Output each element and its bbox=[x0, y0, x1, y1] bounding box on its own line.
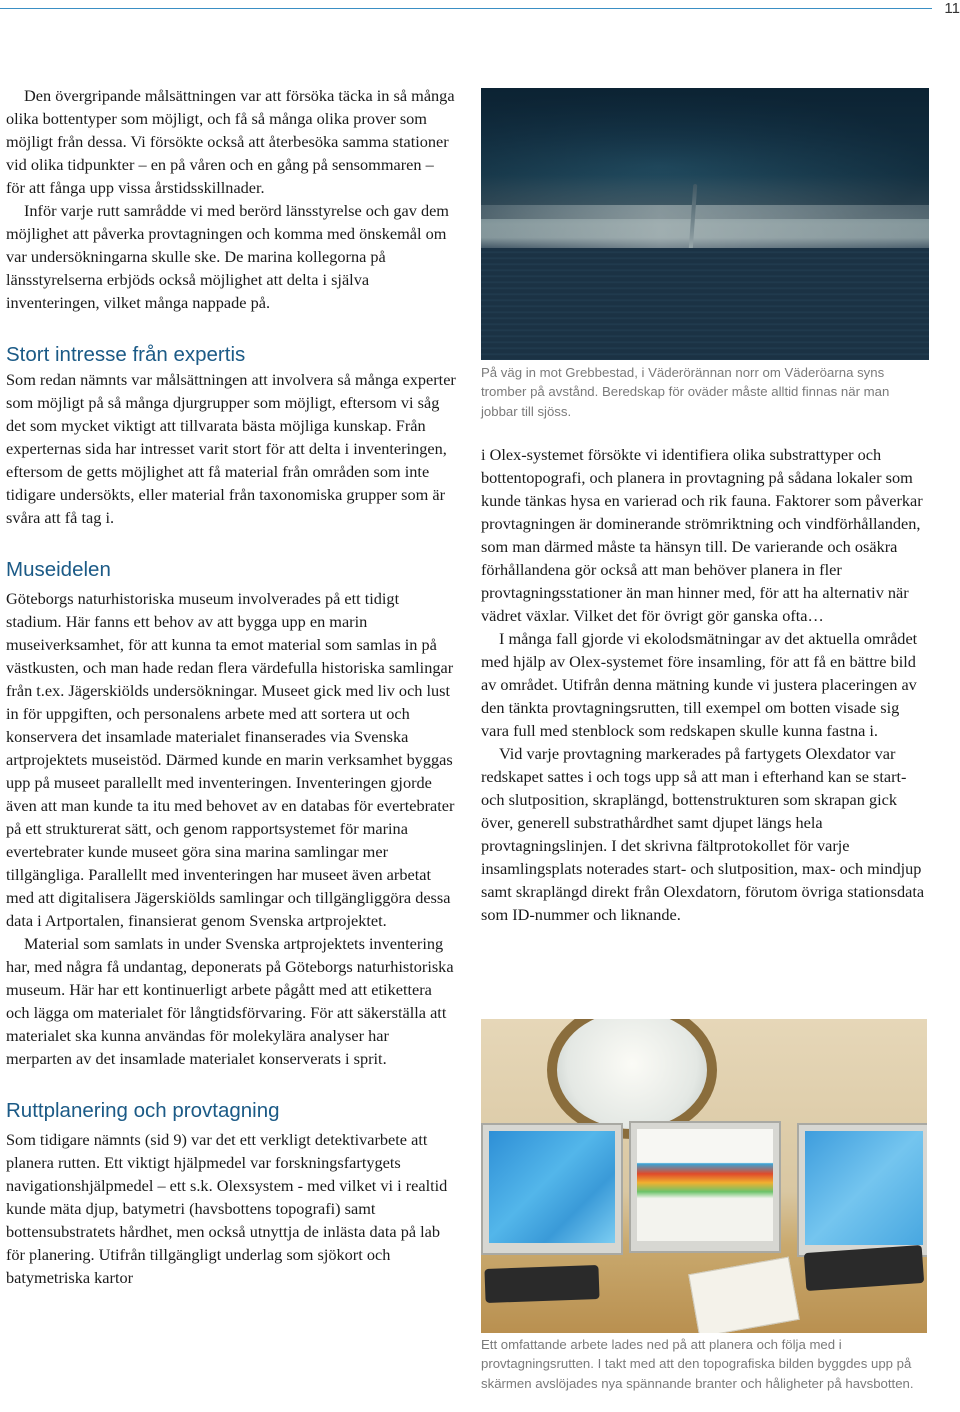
right-column-text bbox=[481, 443, 927, 926]
section-paragraph: Som redan nämnts var målsättningen att involvera så många experter som möjligt på så många djurgrupper som möjligt, eftersom vi såg det som mycket viktigt att tillvarata bästa möjliga kunskap. Från experternas sida har intresset varit stort för att delta i inventeringen, eftersom de getts möjlighet att få material från områden som inte tidigare undersökts, eller material från taxonomiska grupper som är svåra att få tag i. bbox=[6, 370, 456, 527]
section-paragraph: Som tidigare nämnts (sid 9) var det ett verkligt detektivarbete att planera rutten. Ett viktigt hjälpmedel var forskningsfartygets navigationshjälpmedel – ett s.k. Olexsystem - med vilket vi i realtid kunde mäta djup, batymetri (havsbottens topografi) samt bottensubstratets hårdhet, men också utnyttja de inlästa data på lab för planering. Utifrån tillgängligt underlag som sjökort och batymetriska kartor bbox=[6, 1130, 448, 1287]
section-heading-expertis: Stort intresse från expertis bbox=[6, 343, 246, 366]
section-heading-ruttplanering: Ruttplanering och provtagning bbox=[6, 1099, 280, 1122]
body-paragraph: Vid varje provtagning markerades på fartygets Olexdator var redskapet sattes i och togs upp så att man i efterhand kan se start- och slutposition, skraplängd, bottenstrukturen som skrapan gick över, generell substrathårdhet samt djupet längs hela provtagningslinjen. I det skrivna fältprotokollet för varje insamlingsplats noterades start- och slutposition, max- och mindjup samt skraplängd direkt från Olexdatorn, förutom övriga stationsdata som ID-nummer och liknande. bbox=[481, 744, 925, 924]
section-paragraph: Material som samlats in under Svenska artprojektets inventering har, med några få undantag, deponerats på Göteborgs naturhistoriska museum. Här har ett kontinuerligt arbete pågått med att etikettera och lägga om materialet för långtidsförvaring. För att säkerställa att materialet ska kunna användas för molekylära analyser har merparten av det insamlade materialet konserverats i sprit. bbox=[6, 934, 454, 1068]
page-number: 11 bbox=[944, 0, 960, 17]
header-rule bbox=[0, 8, 932, 9]
left-column bbox=[6, 84, 456, 1289]
section-heading-museidelen: Museidelen bbox=[6, 558, 111, 581]
monitor-left bbox=[481, 1123, 623, 1255]
field-protocol-paper bbox=[688, 1257, 800, 1333]
monitor-right bbox=[797, 1123, 927, 1257]
waterspout-photo bbox=[481, 88, 929, 360]
intro-paragraph-1: Den övergripande målsättningen var att försöka täcka in så många olika bottentyper som möjligt, och få så många olika prover som möjligt från dessa. Vi försökte också att återbesöka samma stationer vid olika tidpunkter – en på våren och en gång på sensommaren – för att fånga upp vissa årstidsskillnader. bbox=[6, 86, 455, 197]
keyboard-left bbox=[484, 1265, 599, 1303]
photo1-caption: På väg in mot Grebbestad, i Väderörännan norr om Väderöarna syns tromber på avstånd. Beredskap för oväder måste alltid finnas när man jobbar till sjöss. bbox=[481, 365, 890, 419]
section-paragraph: Göteborgs naturhistoriska museum involverades på ett tidigt stadium. Här fanns ett behov av att bygga upp en marin museiverksamhet, för att kunna ta emot material som samlas in på västkusten, och man hade redan flera värdefulla historiska samlingar från t.ex. Jägerskiölds undersökningar. Museet gick med liv och lust in för uppgiften, och personalens arbete med att sortera ut och konservera det insamlade materialet finanserades via Svenska artprojektets museistöd. Därmed kunde en marin verksamhet byggas upp på museet parallellt med inventeringen. Inventeringen gjorde även att man kunde ta itu med behovet av en databas för evertebrater på ett strukturerat sätt, och genom rapportsystemet för marina evertebrater kunde museet göra sina marina samlingar mer tillgängliga. Parallellt med inventeringen har museet även arbetat med att digitalisera Jägerskiölds samlingar och tillgängliggöra dessa data i Artportalen, finansierat genom Svenska artprojektet. bbox=[6, 589, 455, 930]
lab-workstation-photo bbox=[481, 1019, 927, 1333]
monitor-center bbox=[629, 1121, 781, 1253]
photo2-caption: Ett omfattande arbete lades ned på att planera och följa med i provtagningsrutten. I takt med att den topografiska bilden byggdes upp på skärmen avslöjades nya spännande branter och håligheter på havsbotten. bbox=[481, 1337, 914, 1391]
intro-paragraph-2: Inför varje rutt samrådde vi med berörd länsstyrelse och gav dem möjlighet att påverka provtagningen och komma med önskemål om var undersökningarna skulle ske. De marina kollegorna på länsstyrelserna erbjöds också möjlighet att delta i själva inventeringen, vilket många nappade på. bbox=[6, 201, 449, 312]
body-paragraph: I många fall gjorde vi ekolodsmätningar av det aktuella området med hjälp av Olex-systemet före insamling, för att få en bättre bild av området. Utifrån denna mätning kunde vi justera placeringen av den tänkta provtagningsrutten, till exempel om botten visade sig vara full med stenblock som redskapen skulle kunna fastna i. bbox=[481, 629, 918, 740]
keyboard-right bbox=[804, 1245, 924, 1291]
body-paragraph: i Olex-systemet försökte vi identifiera olika substrattyper och bottentopografi, och planera in provtagning på sådana lokaler som kunde tänkas hysa en varierad och rik fauna. Faktorer som påverkar provtagningen är dominerande strömriktning och vindförhållanden, som man därmed måste ta hänsyn till. De varierande och osäkra förhållandena gör också att man behöver planera in fler provtagningsstationer än man hinner med, för att ha alternativ när vädret växlar. Vilket det för övrigt gör ganska ofta… bbox=[481, 445, 923, 625]
